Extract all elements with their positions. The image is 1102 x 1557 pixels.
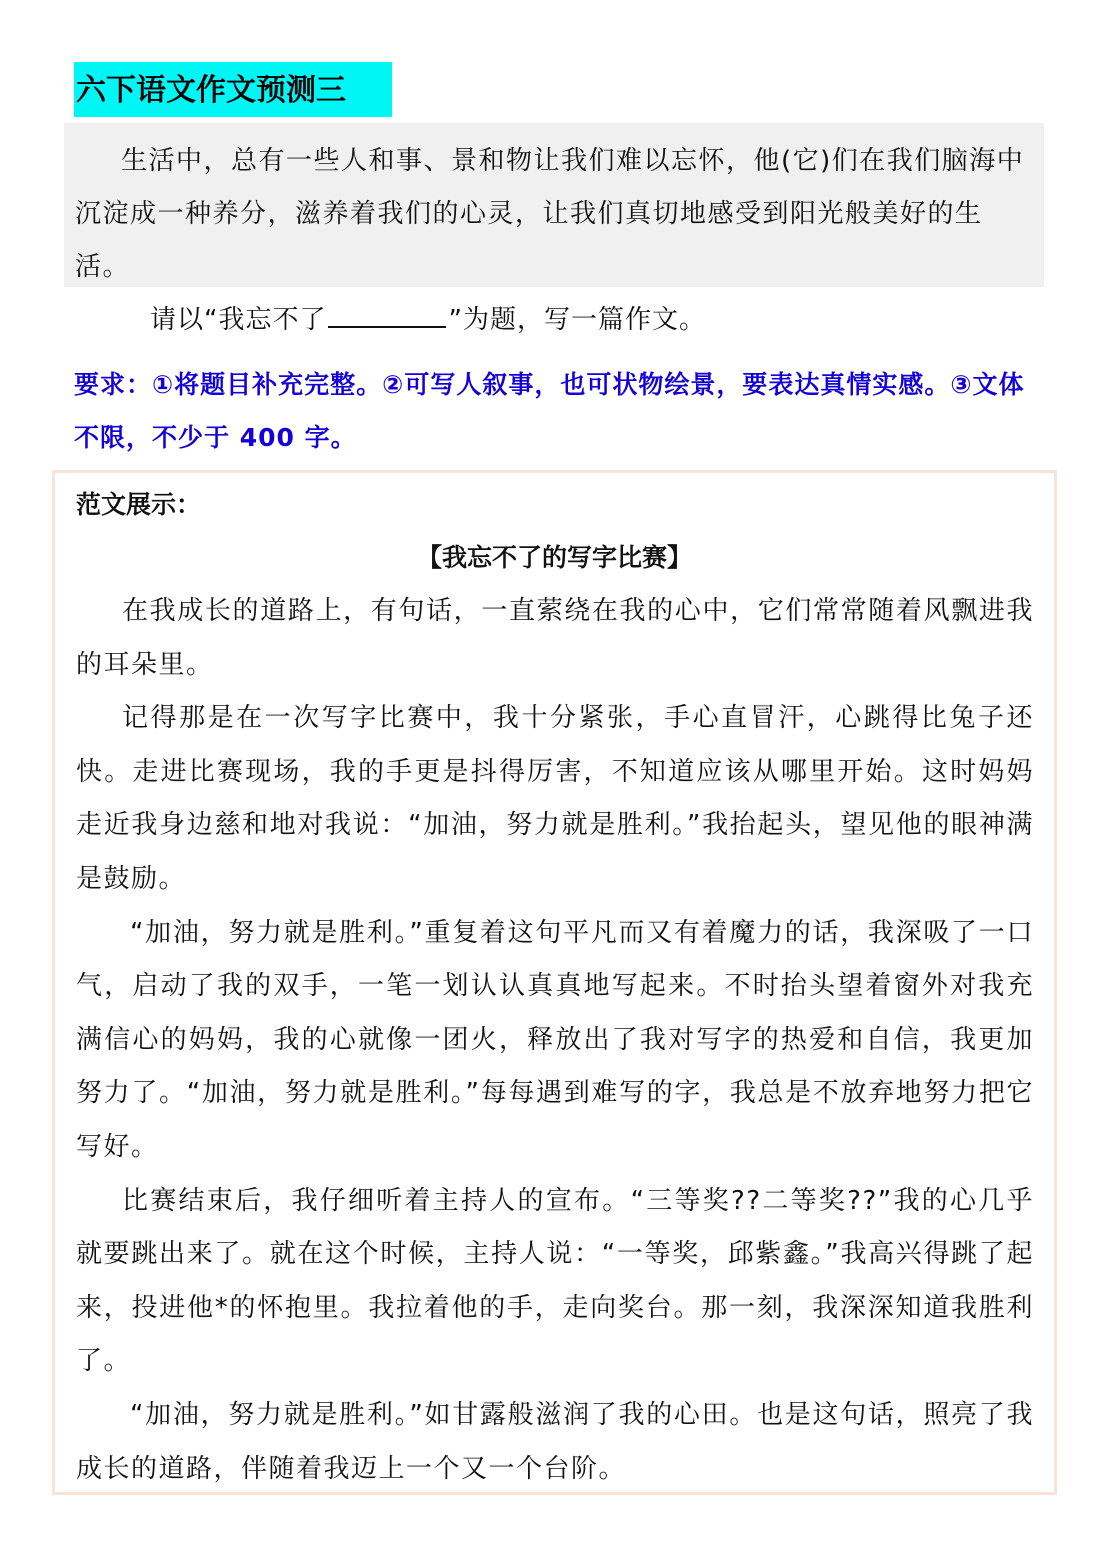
title-blank bbox=[328, 300, 446, 328]
prompt-text-after: ”为题，写一篇作文。 bbox=[448, 305, 706, 335]
essay-title: 【我忘不了的写字比赛】 bbox=[416, 543, 692, 572]
writing-prompt bbox=[150, 298, 706, 342]
intro-passage-box bbox=[64, 123, 1044, 287]
essay-paragraph: “加油，努力就是胜利。”如甘露般滋润了我的心田。也是这句话，照亮了我成长的道路，伴随着我迈上一个又一个台阶。 bbox=[76, 1399, 1034, 1484]
intro-passage: 生活中，总有一些人和事、景和物让我们难以忘怀，他(它)们在我们脑海中沉淀成一种养分，滋养着我们的心灵，让我们真切地感受到阳光般美好的生活。 bbox=[75, 146, 1025, 282]
requirements-text: 要求：①将题目补充完整。②可写人叙事，也可状物绘景，要表达真情实感。③文体不限，不少于 400 字。 bbox=[74, 370, 1025, 452]
essay-paragraph: 比赛结束后，我仔细听着主持人的宣布。“三等奖??二等奖??”我的心几乎就要跳出来了。就在这个时候，主持人说：“一等奖，邱紫鑫。”我高兴得跳了起来，投进他*的怀抱里。我拉着他的手，走向奖台。那一刻，我深深知道我胜利了。 bbox=[76, 1185, 1034, 1377]
essay-paragraph: 在我成长的道路上，有句话，一直萦绕在我的心中，它们常常随着风飘进我的耳朵里。 bbox=[76, 596, 1034, 680]
essay-body bbox=[76, 585, 1034, 1496]
sample-essay-label: 范文展示： bbox=[76, 490, 202, 519]
page-title-highlight bbox=[74, 62, 392, 117]
essay-paragraph: “加油，努力就是胜利。”重复着这句平凡而又有着魔力的话，我深吸了一口气，启动了我的双手，一笔一划认认真真地写起来。不时抬头望着窗外对我充满信心的妈妈，我的心就像一团火，释放出了我对写字的热爱和自信，我更加努力了。“加油，努力就是胜利。”每每遇到难写的字，我总是不放弃地努力把它写好。 bbox=[76, 917, 1034, 1162]
prompt-text-before: 请以“我忘不了 bbox=[150, 305, 327, 335]
page-title: 六下语文作文预测三 bbox=[76, 73, 346, 108]
sample-essay-box bbox=[52, 470, 1057, 1495]
essay-paragraph: 记得那是在一次写字比赛中，我十分紧张，手心直冒汗，心跳得比兔子还快。走进比赛现场，我的手更是抖得厉害，不知道应该从哪里开始。这时妈妈走近我身边慈和地对我说：“加油，努力就是胜利。”我抬起头，望见他的眼神满是鼓励。 bbox=[76, 703, 1034, 894]
